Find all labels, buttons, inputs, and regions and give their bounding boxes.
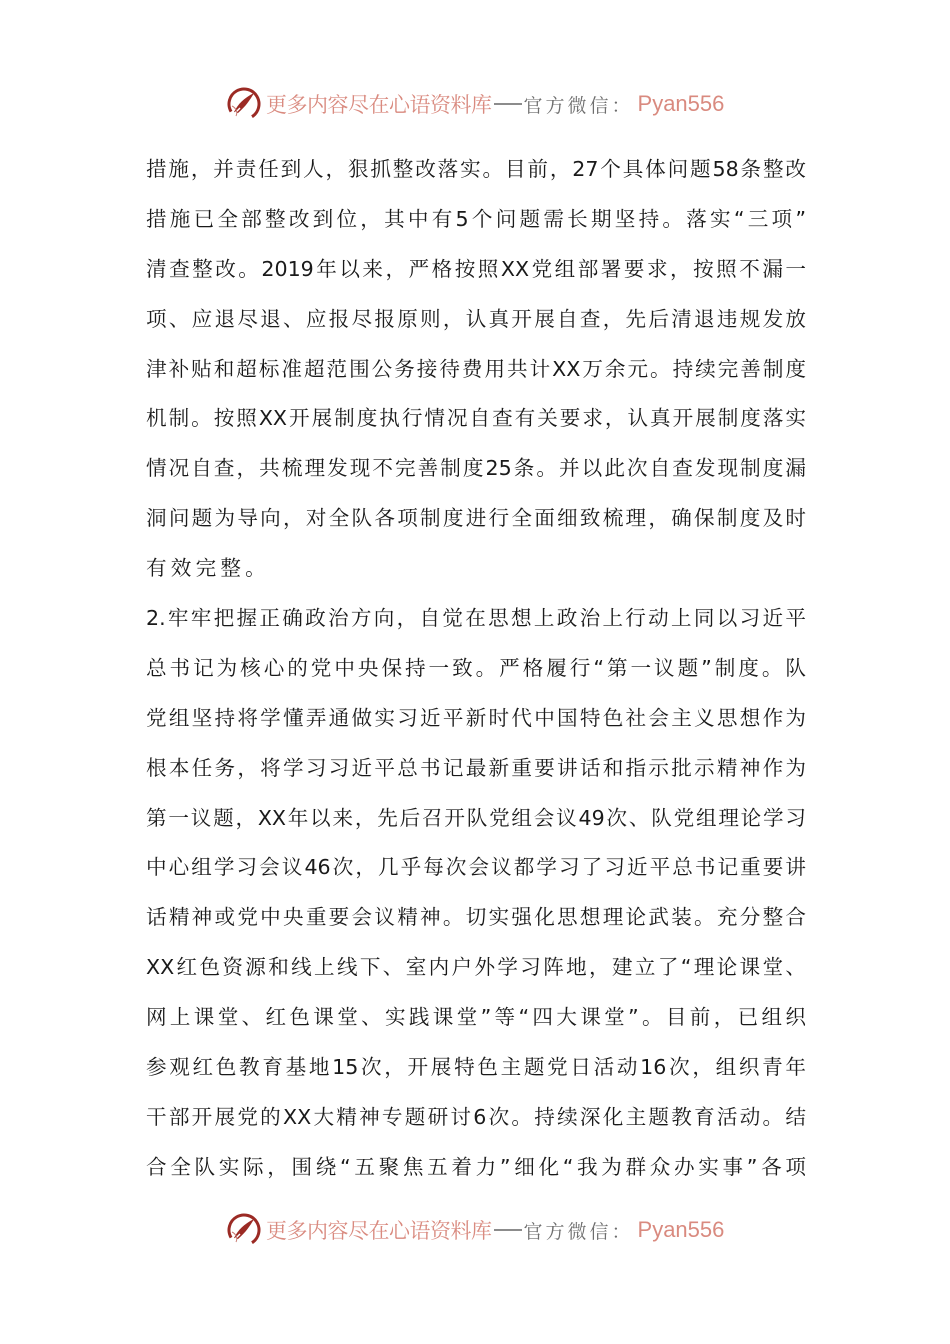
text-line: 第一议题，XX年以来，先后召开队党组会议49次、队党组理论学习 [146,805,806,830]
section-heading-line: 2.牢牢把握正确政治方向，自觉在思想上政治上行动上同以习近平 [146,606,806,631]
text-line: 项、应退尽退、应报尽报原则，认真开展自查，先后清退违规发放 [146,306,806,331]
document-body [146,145,806,1193]
banner-separator [494,1229,522,1231]
text-line: 总书记为核心的党中央保持一致。严格履行“第一议题”制度。队 [146,655,806,680]
banner-wechat-id: Pyan556 [637,91,725,116]
text-line: 洞问题为导向，对全队各项制度进行全面细致梳理，确保制度及时 [146,506,806,531]
banner-main-text: 更多内容尽在心语资料库 [266,93,492,117]
text-line: 根本任务，将学习习近平总书记最新重要讲话和指示批示精神作为 [146,755,806,780]
text-line-paragraph-end: 有效完整。 [146,556,270,581]
text-line: 情况自查，共梳理发现不完善制度25条。并以此次自查发现制度漏 [146,456,806,481]
text-line: 中心组学习会议46次，几乎每次会议都学习了习近平总书记重要讲 [146,855,806,880]
text-line: 措施，并责任到人，狠抓整改落实。目前，27个具体问题58条整改 [146,157,806,181]
footer-watermark-banner [226,1210,724,1250]
banner-sub-text: 官方微信： [523,1220,634,1243]
text-line: 话精神或党中央重要会议精神。切实强化思想理论武装。充分整合 [146,905,806,930]
banner-wechat-id: Pyan556 [637,1217,725,1242]
header-watermark-banner [226,84,724,124]
banner-sub-text: 官方微信： [523,94,634,117]
quill-pen-logo-icon [226,86,262,122]
text-line: 措施已全部整改到位，其中有5个问题需长期坚持。落实“三项” [146,206,806,231]
text-line: 津补贴和超标准超范围公务接待费用共计XX万余元。持续完善制度 [146,356,806,381]
text-line: XX红色资源和线上线下、室内户外学习阵地，建立了“理论课堂、 [146,955,806,980]
text-line: 参观红色教育基地15次，开展特色主题党日活动16次，组织青年 [146,1055,806,1080]
text-line: 机制。按照XX开展制度执行情况自查有关要求，认真开展制度落实 [146,406,806,431]
text-line: 网上课堂、红色课堂、实践课堂”等“四大课堂”。目前，已组织 [146,1005,806,1030]
quill-pen-logo-icon [226,1212,262,1248]
text-line: 合全队实际，围绕“五聚焦五着力”细化“我为群众办实事”各项 [146,1154,806,1179]
text-line: 清查整改。2019年以来，严格按照XX党组部署要求，按照不漏一 [146,256,806,281]
text-line: 党组坚持将学懂弄通做实习近平新时代中国特色社会主义思想作为 [146,705,806,730]
text-line: 干部开展党的XX大精神专题研讨6次。持续深化主题教育活动。结 [146,1104,806,1129]
banner-separator [494,103,522,105]
banner-main-text: 更多内容尽在心语资料库 [266,1219,492,1243]
